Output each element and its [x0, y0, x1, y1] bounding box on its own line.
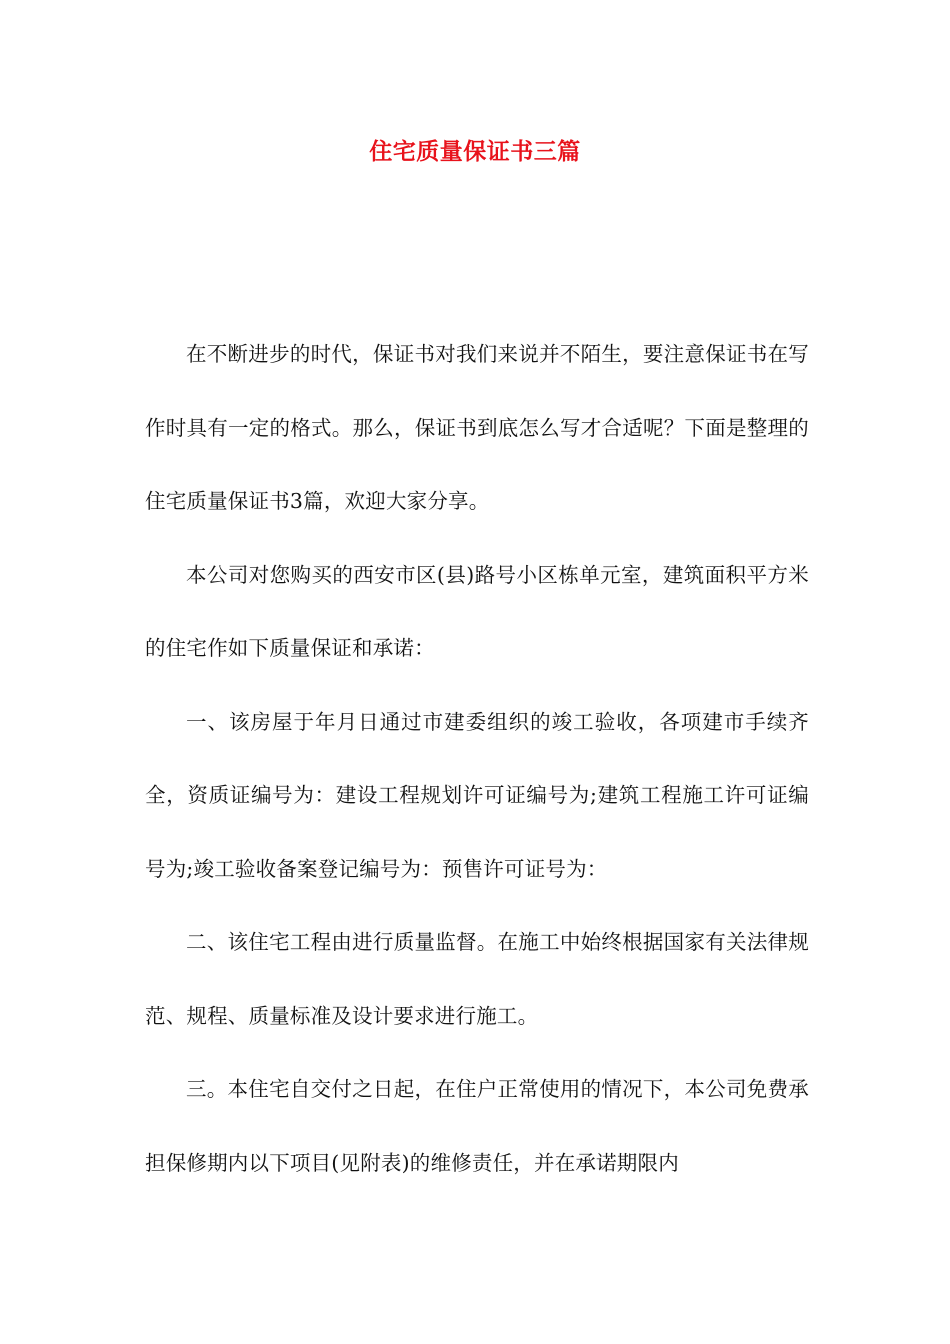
paragraph-property: 本公司对您购买的西安市区(县)路号小区栋单元室，建筑面积平方米的住宅作如下质量保证和承诺： — [145, 562, 809, 660]
paragraph-clause-2: 二、该住宅工程由进行质量监督。在施工中始终根据国家有关法律规范、规程、质量标准及设计要求进行施工。 — [145, 930, 809, 1028]
paragraph-clause-1: 一、该房屋于年月日通过市建委组织的竣工验收，各项建市手续齐全，资质证编号为：建设工程规划许可证编号为;建筑工程施工许可证编号为;竣工验收备案登记编号为：预售许可证号为： — [145, 709, 809, 881]
paragraph-clause-3: 三。本住宅自交付之日起，在住户正常使用的情况下，本公司免费承担保修期内以下项目(见附表)的维修责任，并在承诺期限内 — [145, 1077, 809, 1175]
paragraph-intro: 在不断进步的时代，保证书对我们来说并不陌生，要注意保证书在写作时具有一定的格式。那么，保证书到底怎么写才合适呢？下面是整理的住宅质量保证书3篇，欢迎大家分享。 — [145, 342, 809, 513]
document-body — [145, 318, 809, 1200]
document-title: 住宅质量保证书三篇 — [369, 139, 581, 165]
